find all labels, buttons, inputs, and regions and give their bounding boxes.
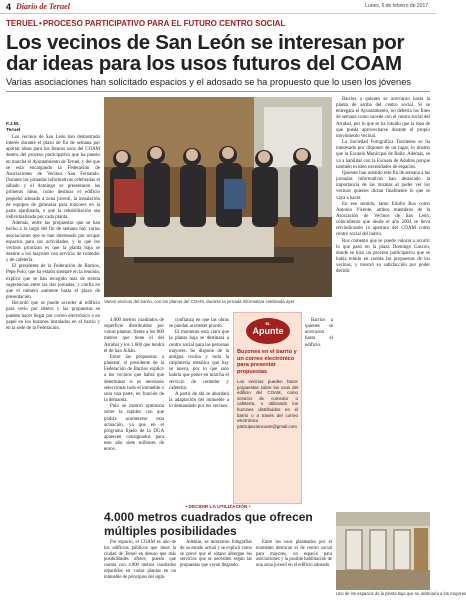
paragraph: El momento está claro que la planta baja se destinará a centro social para las personas mayores. Se dispone de la antigua cocina y toda la carpintería metálica que hay se nueva, por lo que solo habría que poner en marcha el servicio de comedor y cafetería. (169, 330, 229, 391)
byline-place: Teruel (6, 128, 21, 133)
issue-date: Lunes, 6 de febrero de 2017 (365, 3, 428, 9)
article-column-1 (6, 135, 100, 593)
sidebar-title: Buzones en el barrio y un correo electrónico para presentar propuestas (237, 349, 297, 375)
section-title: PROCESO PARTICIPATIVO PARA EL FUTURO CENTRO SOCIAL (42, 19, 286, 28)
main-photo (104, 97, 332, 297)
apunte-logo-word: Apunte (252, 326, 284, 336)
main-photo-caption: Varios vecinos del barrio, con los planos del COAM, durante la jornada informativa celebrada ayer (104, 299, 295, 304)
paragraph: Quienes han asistido este fin de semana a las jornadas informativas han destacado la importancia de las mismas al poder ver los vecinos quienes dictan finalmente lo que se vaya a hacer. (336, 170, 430, 201)
secondary-column-1 (104, 540, 176, 598)
subhead: Varias asociaciones han solicitado espacios y el adosado se ha propuesto que lo usen los jóvenes (6, 77, 412, 87)
article-column-3 (169, 318, 229, 503)
paragraph: Además, se mostraron fotografías de su estado actual y se explicó cómo se prevé que el sótano albergue los servicios que se necesiten según las propuestas que vayan llegando. (180, 540, 252, 569)
paragraph: confianza en que las obras se puedan acometer pronto. (169, 318, 229, 330)
divider (6, 91, 430, 92)
paragraph: Entre los usos planteados por el momento destacan el de centro social para mayores, un espacio para asociaciones y la posible habilitación de una zona juvenil en el edificio adosado. (256, 540, 332, 569)
secondary-headline: 4.000 metros cuadrados que ofrecen múltiples posibilidades (104, 510, 313, 538)
secondary-column-2 (180, 540, 252, 598)
paragraph: Además, entre las propuestas que se han hecho a lo largo del fin de semana hay varias asociaciones que se han interesado por ocupar espacios para sus actividades, y lo que los vecinos priorizan es que la planta baja se destine a los mayores con servicio de comedor y de cafetería. (6, 221, 100, 264)
paragraph: Ros comentó que se puede valorar a ocurrir lo que pasó en la plaza Domingo Gascón, donde se hizo un proceso participativo que se había tenido en cuenta las propuestas de los vecinos, y mostró su satisfacción por poder decidir. (336, 238, 430, 275)
paragraph: Entre las propuestas a plantear, el presidente de la Federación de Barrios explicó a los vecinos que habrá que determinar si es necesario seleccionar todo el inmueble o solo una parte, en función de la demanda. (104, 354, 164, 404)
section-bar (6, 19, 285, 31)
page-number: 4 (6, 2, 12, 12)
article-column-2 (104, 318, 164, 503)
byline-author: F.J.M. (6, 122, 20, 127)
paragraph: A partir de ahí se abordará la adaptación del inmueble a lo demandado por los vecinos. (169, 391, 229, 410)
sidebar-body: Los vecinos pueden hacer propuestas sobre los usos del edificio del COAM, como servicio de comedor o cafetería, o utilizando los buzones distribuidos en el barrio o a través del correo electrónico participacioncoam@gmail.com (237, 379, 298, 429)
section-topic: TERUEL (6, 19, 38, 28)
paragraph: Polo se mostró optimista sobre la rapidez con que podría acometerse esta actuación, ya que en el programa fijado de la DGA aparecen consignados para este año siete millones de euros. (104, 404, 164, 453)
paragraph: Por espacio, el COAM es uno de los edificios públicos que tiene la ciudad de Teruel en desuso que más posibilidades ofrece, puesto que cuenta con 4.000 metros cuadrados repartidos en varias plantas en un inmueble de principios del siglo. (104, 540, 176, 580)
headline: Los vecinos de San León se interesan por dar ideas para los usos futuros del COAM (6, 31, 405, 75)
paragraph: Los vecinos de San León han demostrado interés durante el plazo de fin de semana por aportar ideas para los futuros usos del COAM dentro del proceso participativo que ha puesto en marcha el Ayuntamiento de Teruel, y del que se está encargando la Federación de Asociaciones de Vecinos San Fernando. Durante las jornadas informativas celebradas el sábado y el domingo se presentaron las primeras ideas, como destinar el edificio pequeño adosado a zona juvenil, la instalación de equipos de gimnasia para mayores en la parte ajardinada, o que la rehabilitación sea individualizada por cada planta. (6, 135, 100, 221)
paper-name-logo: Diario de Teruel (16, 2, 70, 11)
paragraph: 4.000 metros cuadrados de superficie distribuidos por varias plantas, frente a los 800 metros que tiene el del Arrabal y los 1.600 que tendrá el de San Julián. (104, 318, 164, 354)
paragraph: El presidente de la Federación de Barrios, Pepe Polo, que ha estado siempre en la reunión, explicó que se han recogido más de treinta sugerencias entre las dos jornadas, y confía en que el número aumente hasta el plazo de presentación. (6, 264, 100, 301)
paragraph: Barrios a quienes se acercaron hasta la planta de arriba del centro social. Si se entregara el Ayuntamiento, no debería los fines de semana como sucede con el centro social del Arrabal, por lo que se ha intuido que la idea de que pueda aprovecharse durante el propio movimiento vecinal. (336, 97, 430, 139)
room-photo-illustration (336, 512, 430, 590)
paragraph: La Sociedad Fotográfica Turolense se ha interesado por disponer de un lugar, lo mismo que la Escuela Municipal de Baile. Además, se va a habilitar con la Escuela de Adultos porque también existen necesidades de espacios. (336, 140, 430, 170)
paragraph: Recordó que se puede acceder al edificio para verlo por dentro y las propuestas se pueden hacer llegar por correo electrónico o en papel en los buzones instalados en el barrio y en la sede de la Federación. (6, 301, 100, 331)
secondary-photo-caption: Uno de los espacios de la planta baja que se destinaría a los mayores (336, 591, 466, 596)
photo-scene-illustration (104, 97, 332, 297)
apunte-logo-prefix: EL (265, 321, 271, 326)
article-column-4 (305, 318, 333, 503)
section-separator-icon: • (39, 19, 42, 28)
secondary-column-3 (256, 540, 332, 598)
paragraph: En ese sentido, tanto Emilio Ros como Antonio Vicente, ambos miembros de la Asociación de Vecinos de San León, coincidieron que desde el año 2004 se lleva reivindicando la apertura del COAM como centro social del barrio. (336, 201, 430, 238)
paragraph: Barrios a quienes se acercaron hasta el edificio. (305, 318, 333, 348)
secondary-kicker: • DECIDIR LA UTILIZACIÓN • (185, 505, 251, 510)
secondary-photo (336, 512, 430, 590)
